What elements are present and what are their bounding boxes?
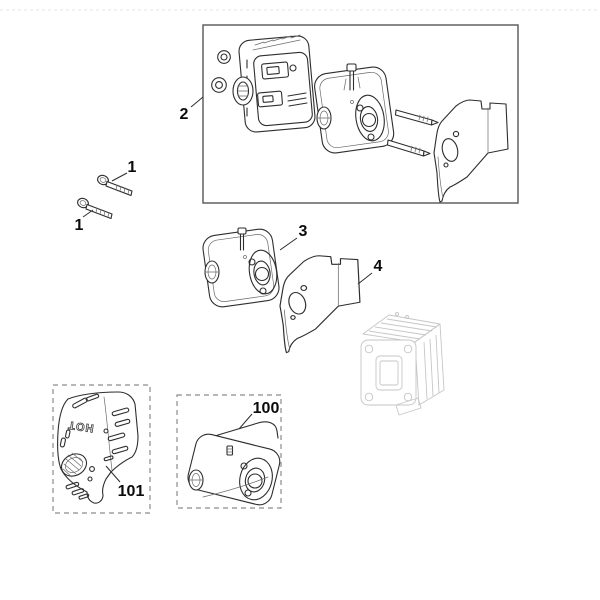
mounting-stud-lower xyxy=(388,140,431,156)
leader-1a xyxy=(112,173,127,181)
engine-cylinder-ghost xyxy=(361,313,444,416)
muffler-3 xyxy=(201,227,280,308)
muffler-cover xyxy=(313,64,395,155)
cover-side-cap xyxy=(317,107,331,129)
muffler-3-side-cap xyxy=(205,261,219,283)
callout-1b[interactable]: 1 xyxy=(74,217,84,234)
leader-2 xyxy=(191,97,203,107)
heat-shield-4 xyxy=(280,256,360,353)
leader-4 xyxy=(358,273,372,284)
muffler-shell-inner xyxy=(233,35,316,133)
guard-hot-stamp: HOT xyxy=(66,418,95,434)
callout-1a[interactable]: 1 xyxy=(127,159,137,176)
mounting-stud-upper xyxy=(396,110,439,125)
bolt-b xyxy=(76,197,112,219)
heat-shield-bracket xyxy=(434,100,508,202)
callout-3[interactable]: 3 xyxy=(298,223,308,240)
muffler-100-stud xyxy=(227,446,233,455)
callout-100[interactable]: 100 xyxy=(252,400,280,417)
shell-inlet-port xyxy=(233,77,253,105)
muffler-100-side-cap xyxy=(189,470,203,490)
callout-2[interactable]: 2 xyxy=(179,106,189,123)
callout-4[interactable]: 4 xyxy=(373,258,383,275)
washer-pair xyxy=(212,51,231,93)
bolt-a xyxy=(96,174,132,196)
leader-1b xyxy=(83,210,93,217)
muffler-100 xyxy=(185,422,282,508)
leader-3 xyxy=(280,238,297,250)
callout-101[interactable]: 101 xyxy=(117,483,145,500)
